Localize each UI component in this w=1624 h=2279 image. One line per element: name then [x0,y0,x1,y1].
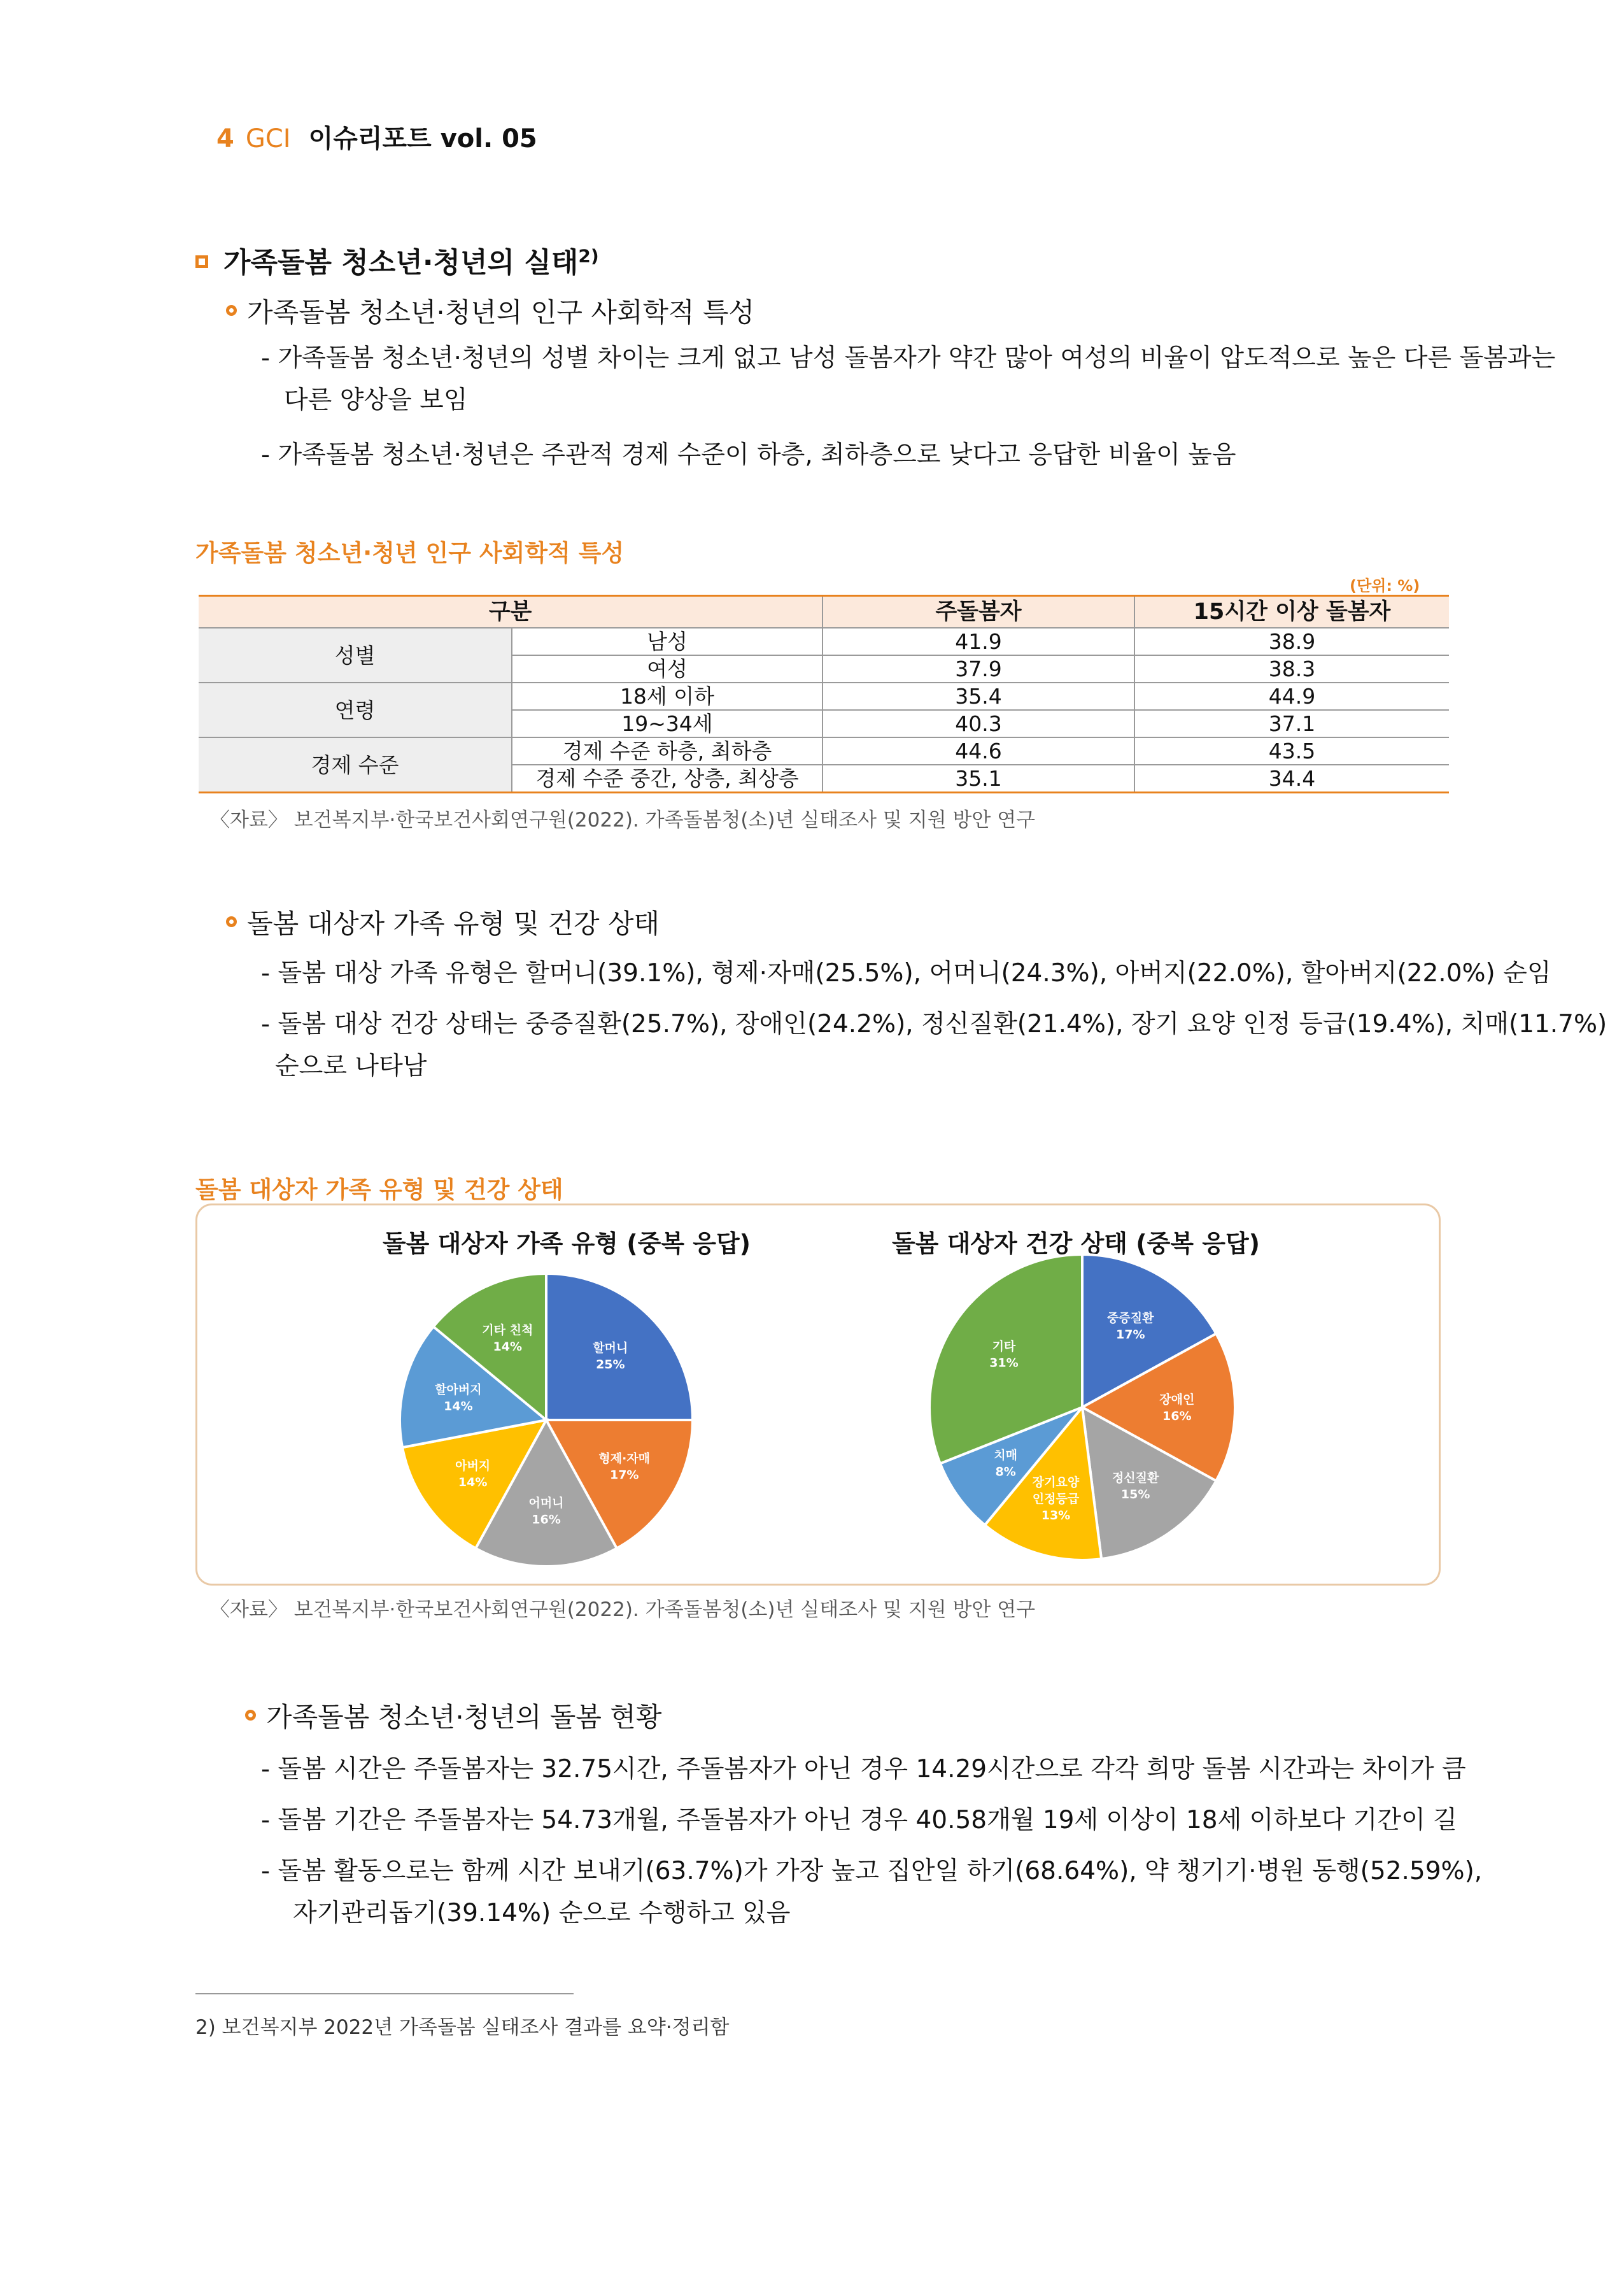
table-cell: 35.4 [823,683,1134,710]
pie-slice-label: 아버지 14% [455,1458,491,1489]
bullet-line: 다른 양상을 보임 [284,386,468,415]
pie-slice-label: 장기요양 인정등급 13% [1032,1475,1080,1523]
circle-bullet-icon [245,1710,256,1721]
pie-slice-label: 중증질환 17% [1107,1310,1154,1342]
pie-slice-label: 기타 친척 14% [482,1323,533,1354]
footnote: 2) 보건복지부 2022년 가족돌봄 실태조사 결과를 요약·정리함 [195,2016,730,2039]
table-cell: 43.5 [1134,737,1449,765]
bullet-line: - 돌봄 활동으로는 함께 시간 보내기(63.7%)가 가장 높고 집안일 하기(68.64%), 약 챙기기·병원 동행(52.59%), [261,1857,1483,1885]
footnote-divider [195,1993,574,1994]
table-cell: 37.9 [823,655,1134,683]
table-cell: 18세 이하 [512,683,823,710]
table-header: 구분 [199,596,823,628]
table-cell: 경제 수준 중간, 상층, 최상층 [512,765,823,793]
chart-title: 돌봄 대상자 건강 상태 (중복 응답) [891,1230,1260,1258]
table-cell: 19~34세 [512,710,823,737]
table-cell: 44.9 [1134,683,1449,710]
table-cell: 37.1 [1134,710,1449,737]
pie-slice-label: 치매 8% [994,1448,1017,1479]
figure-caption: 돌봄 대상자 가족 유형 및 건강 상태 [195,1176,563,1203]
bullet-line: 자기관리돕기(39.14%) 순으로 수행하고 있음 [293,1899,791,1928]
chart-title: 돌봄 대상자 가족 유형 (중복 응답) [382,1230,751,1258]
pie-slice-label: 장애인 16% [1159,1393,1195,1423]
pie-slice-label: 기타 31% [989,1339,1019,1370]
bullet-line: 순으로 나타남 [275,1052,427,1081]
bullet-line: - 돌봄 대상 건강 상태는 중증질환(25.7%), 장애인(24.2%), 정신질환(21.4%), 장기 요양 인정 등급(19.4%), 치매(11.7%) [261,1010,1607,1039]
table-source: 〈자료〉 보건복지부·한국보건사회연구원(2022). 가족돌봄청(소)년 실태조사 및 지원 방안 연구 [210,809,1036,832]
table-cell: 40.3 [823,710,1134,737]
bullet-line: - 가족돌봄 청소년·청년은 주관적 경제 수준이 하층, 최하층으로 낮다고 응답한 비율이 높음 [261,441,1236,469]
table-cell: 남성 [512,628,823,655]
subsection-2-title: 돌봄 대상자 가족 유형 및 건강 상태 [247,908,660,939]
pie-slice-label: 할아버지 14% [435,1382,482,1414]
brand: GCI [245,124,291,153]
table-cell: 35.1 [823,765,1134,793]
table-group: 연령 [199,683,512,737]
subsection-3-title: 가족돌봄 청소년·청년의 돌봄 현황 [266,1701,662,1733]
table-header: 주돌봄자 [823,596,1134,628]
table-caption: 가족돌봄 청소년·청년 인구 사회학적 특성 [195,539,625,567]
subsection-1-title: 가족돌봄 청소년·청년의 인구 사회학적 특성 [247,297,755,328]
table-cell: 여성 [512,655,823,683]
pie-slice-label: 할머니 25% [593,1341,628,1372]
bullet-line: - 돌봄 기간은 주돌봄자는 54.73개월, 주돌봄자가 아닌 경우 40.58개월 19세 이상이 18세 이하보다 기간이 길 [261,1806,1457,1835]
pie-slice-label: 형제·자매 17% [598,1451,651,1482]
bullet-line: - 돌봄 시간은 주돌봄자는 32.75시간, 주돌봄자가 아닌 경우 14.29시간으로 각각 희망 돌봄 시간과는 차이가 큼 [261,1755,1466,1784]
table-header: 15시간 이상 돌봄자 [1134,596,1449,628]
table-unit: (단위: %) [1350,577,1420,595]
report-title: 이슈리포트 vol. 05 [308,124,537,153]
table-cell: 44.6 [823,737,1134,765]
table-group: 성별 [199,628,512,683]
table-cell: 41.9 [823,628,1134,655]
bullet-line: - 돌봄 대상 가족 유형은 할머니(39.1%), 형제·자매(25.5%), 어머니(24.3%), 아버지(22.0%), 할아버지(22.0%) 순임 [261,959,1551,988]
page-number: 4 [216,124,234,153]
table-cell: 38.3 [1134,655,1449,683]
pie-slice-label: 어머니 16% [528,1496,564,1527]
table-cell: 38.9 [1134,628,1449,655]
figure-source: 〈자료〉 보건복지부·한국보건사회연구원(2022). 가족돌봄청(소)년 실태조사 및 지원 방안 연구 [210,1598,1036,1621]
footnote-ref: 2) [578,245,599,267]
section-title: 가족돌봄 청소년·청년의 실태 [223,246,579,279]
subsection-3-title-row [245,1696,661,1735]
bullet-line: - 가족돌봄 청소년·청년의 성별 차이는 크게 없고 남성 돌봄자가 약간 많아 여성의 비율이 압도적으로 높은 다른 돌봄과는 [261,344,1556,373]
pie-slice-label: 정신질환 15% [1112,1471,1159,1502]
table-cell: 경제 수준 하층, 최하층 [512,737,823,765]
table-cell: 34.4 [1134,765,1449,793]
table-group: 경제 수준 [199,737,512,793]
